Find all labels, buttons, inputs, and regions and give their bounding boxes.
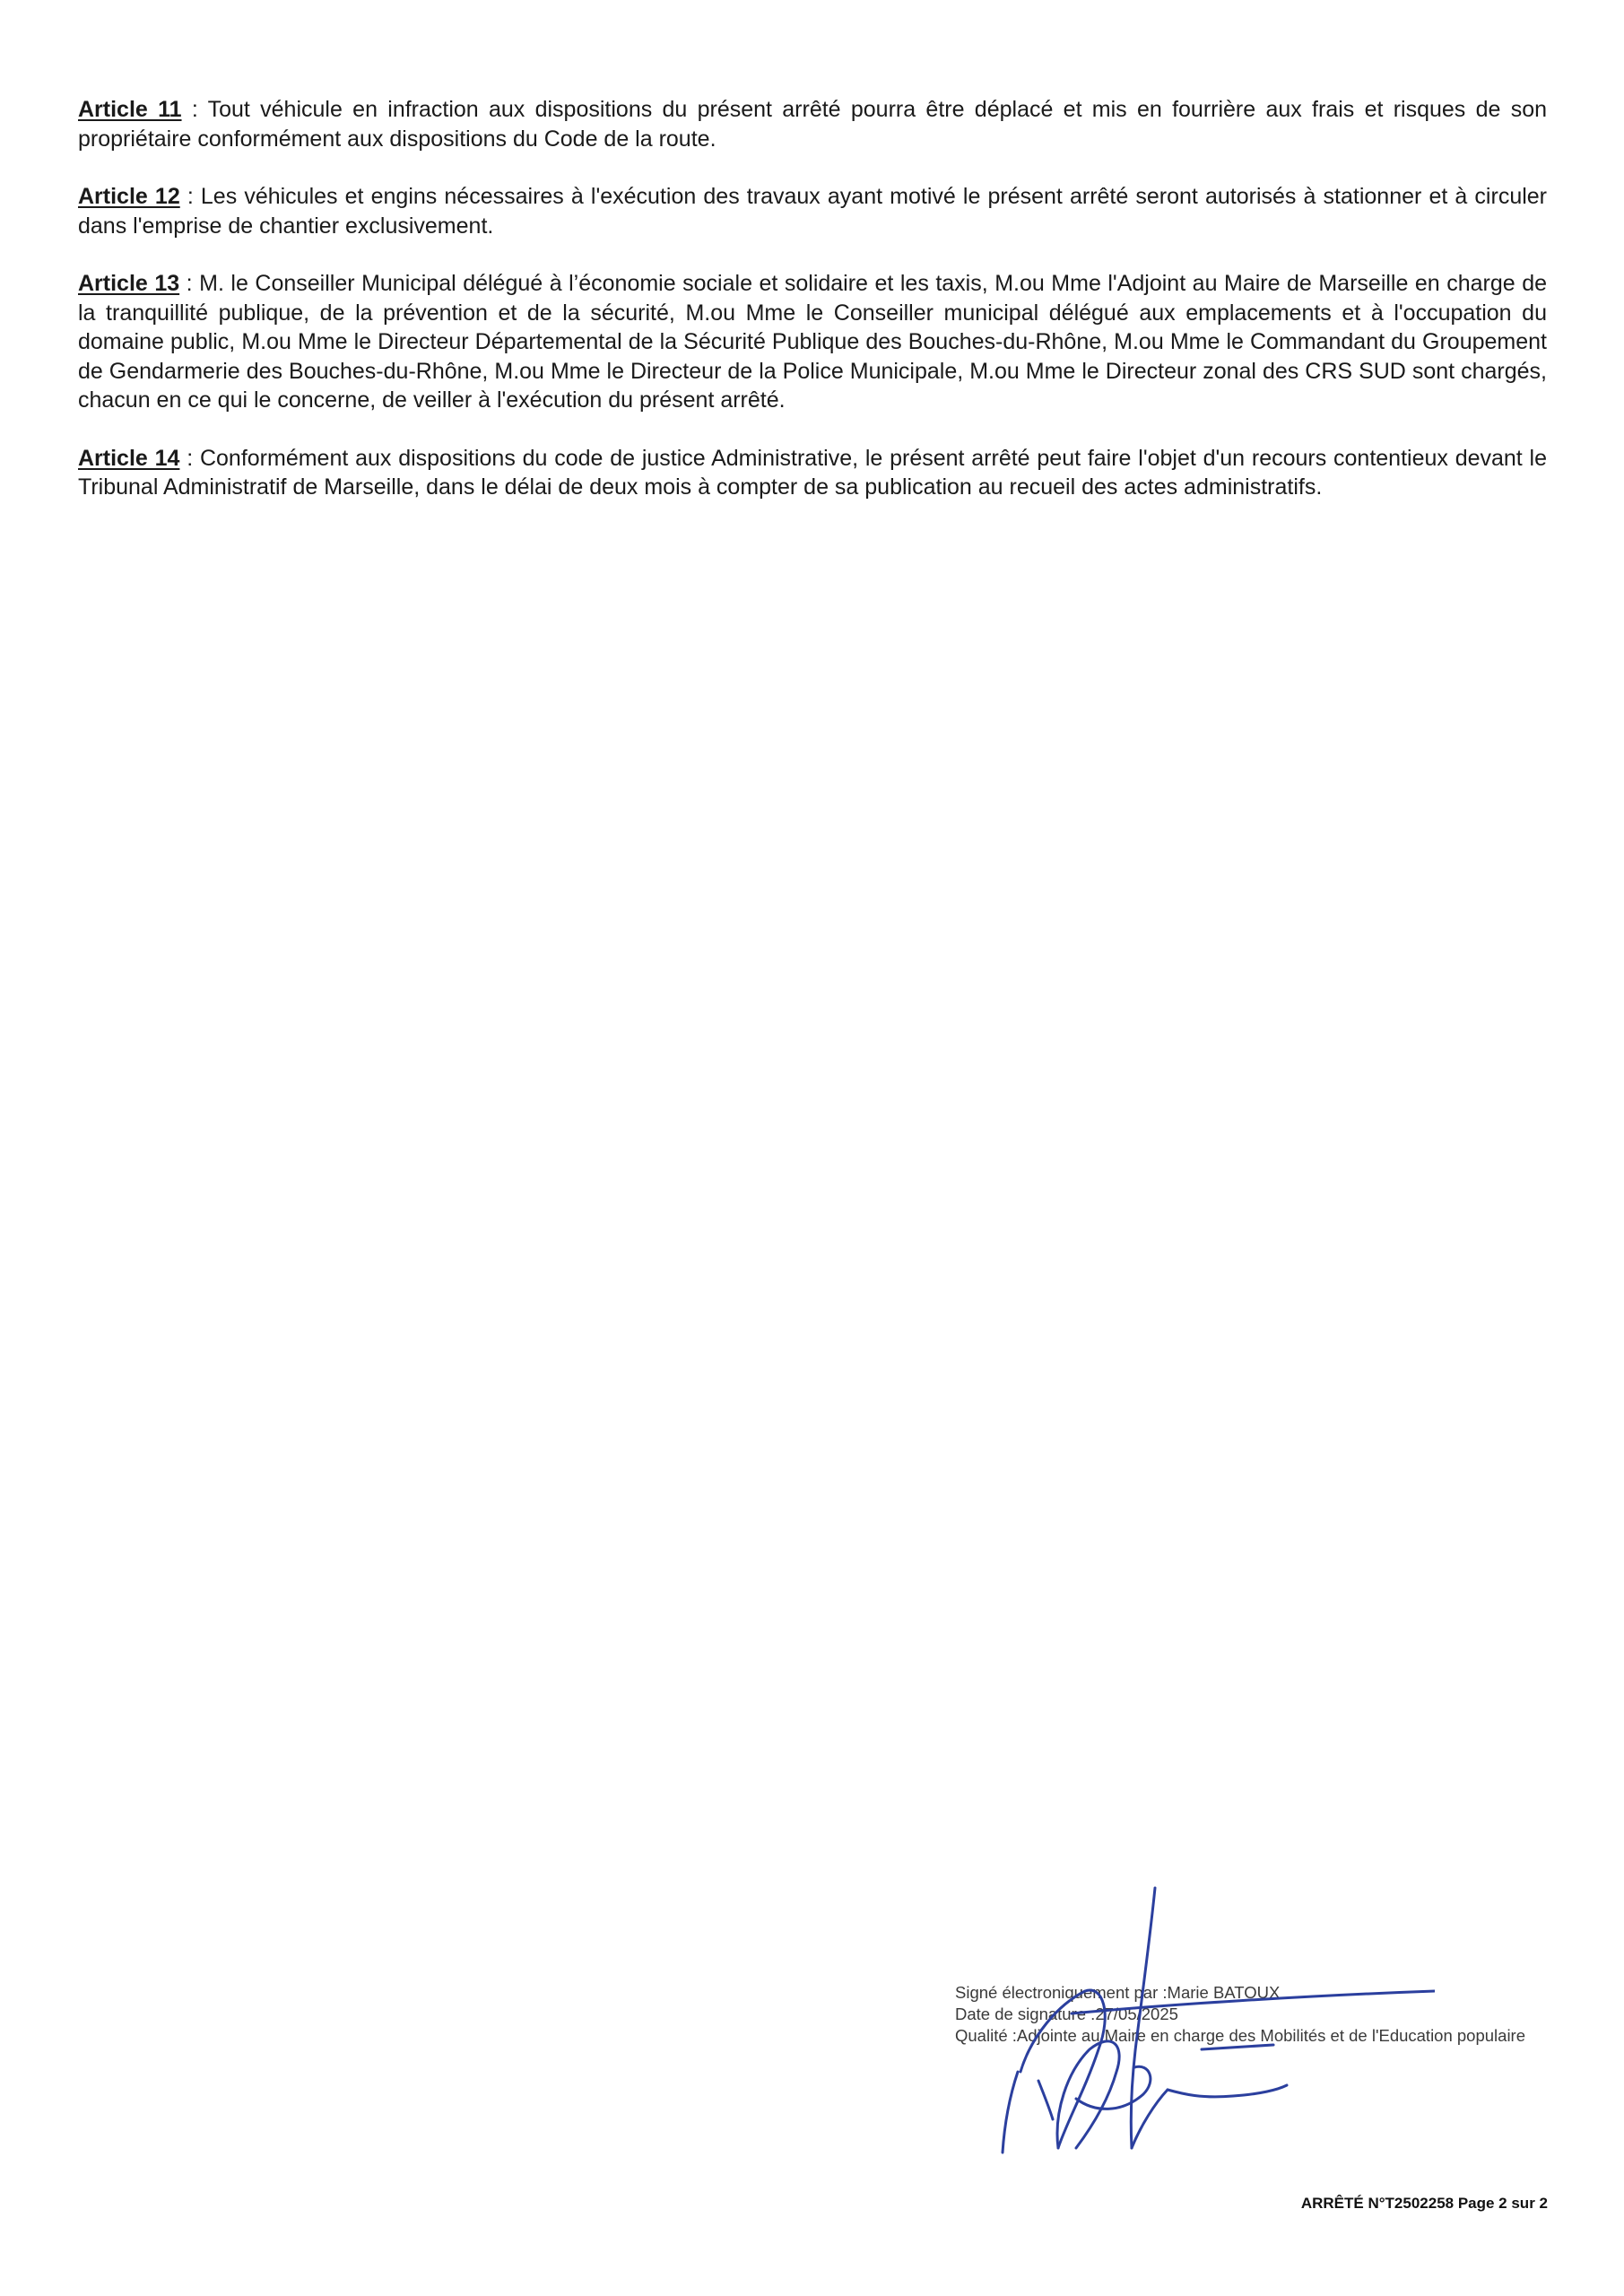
signature-date-value: 27/05/2025 — [1095, 2005, 1178, 2023]
article-text: : Tout véhicule en infraction aux dispositions du présent arrêté pourra être déplacé et mis en fourrière aux frais et risques de son propriétaire conformément aux dispositions du Code de la route. — [78, 97, 1547, 152]
document-reference-footer: ARRÊTÉ N°T2502258 Page 2 sur 2 — [1300, 2195, 1548, 2212]
article-title: Article 13 — [78, 271, 180, 296]
signed-by-label: Signé électroniquement par : — [955, 1983, 1168, 2002]
article-13 — [78, 269, 1547, 415]
signer-quality-label: Qualité : — [955, 2026, 1017, 2045]
article-text: : Conformément aux dispositions du code de justice Administrative, le présent arrêté peut faire l'objet d'un recours contentieux devant le Tribunal Administratif de Marseille, dans le délai de deux mois à compter de sa publication au recueil des actes administratifs. — [78, 445, 1548, 500]
article-title: Article 11 — [78, 97, 182, 122]
electronic-signature-info — [955, 1982, 1583, 2047]
article-text: : M. le Conseiller Municipal délégué à l’économie sociale et solidaire et les taxis, M.ou Mme l'Adjoint au Maire de Marseille en charge de la tranquillité publique, de la prévention et de la sécurité, M.ou Mme le Conseiller municipal délégué aux emplacements et à l'occupation du domaine public, M.ou Mme le Directeur Départemental de la Sécurité Publique des Bouches-du-Rhône, M.ou Mme le Commandant du Groupement de Gendarmerie des Bouches-du-Rhône, M.ou Mme le Directeur de la Police Municipale, M.ou Mme le Directeur zonal des CRS SUD sont chargés, chacun en ce qui le concerne, de veiller à l'exécution du présent arrêté. — [78, 271, 1548, 413]
signed-by-value: Marie BATOUX — [1167, 1983, 1281, 2002]
article-text: : Les véhicules et engins nécessaires à l'exécution des travaux ayant motivé le présent arrêté seront autorisés à stationner et à circuler dans l'emprise de chantier exclusivement. — [78, 184, 1548, 239]
signer-quality-line — [955, 2025, 1583, 2047]
articles-section — [78, 95, 1547, 531]
signed-by-line — [955, 1982, 1583, 2004]
article-title: Article 14 — [78, 445, 180, 471]
signer-quality-value: Adjointe au Maire en charge des Mobilités et de l'Education populaire — [1016, 2026, 1526, 2045]
signature-date-line — [955, 2004, 1583, 2025]
article-14 — [78, 444, 1547, 502]
article-title: Article 12 — [78, 184, 180, 209]
signature-date-label: Date de signature : — [955, 2005, 1096, 2023]
article-12 — [78, 182, 1547, 240]
article-11 — [78, 95, 1547, 153]
